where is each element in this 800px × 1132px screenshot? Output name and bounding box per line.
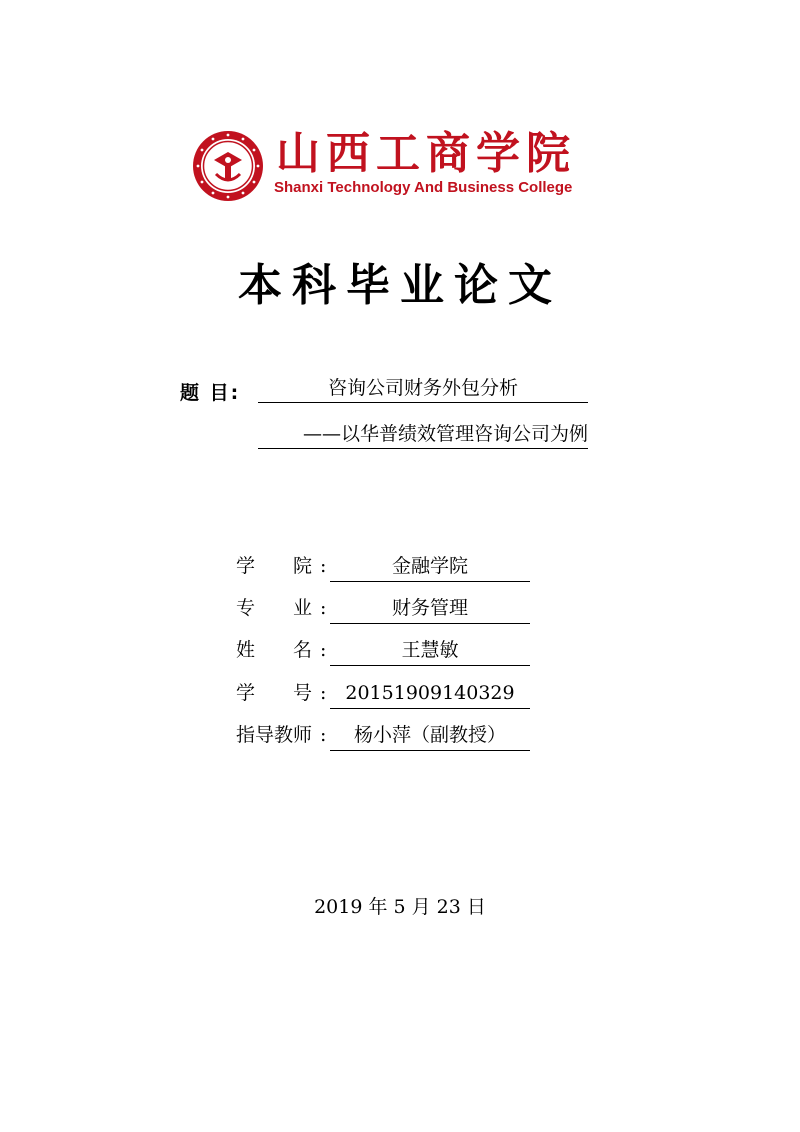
student-id-colon: :: [320, 682, 327, 704]
college-label: 学 院: [236, 555, 313, 577]
school-name-cn: 山西工商学院: [276, 128, 576, 179]
info-row-major: [236, 593, 532, 625]
name-value: 王慧敏: [330, 635, 530, 666]
major-label: 专 业: [236, 597, 313, 619]
topic-subtitle-line: ——以华普绩效管理咨询公司为例: [258, 420, 588, 449]
document-title: 本科毕业论文: [238, 260, 562, 311]
info-row-student-id: [236, 678, 532, 710]
submission-date: 2019 年 5 月 23 日: [314, 896, 486, 918]
student-id-value: 20151909140329: [330, 678, 530, 709]
info-row-advisor: [236, 720, 532, 752]
university-seal-icon: [192, 130, 264, 202]
name-label: 姓 名: [236, 639, 313, 661]
info-row-college: [236, 551, 532, 583]
advisor-label: 指导教师: [236, 724, 313, 746]
advisor-colon: :: [320, 724, 327, 746]
major-colon: :: [320, 597, 327, 619]
major-value: 财务管理: [330, 593, 530, 624]
school-header: [192, 128, 602, 204]
school-name-en: Shanxi Technology And Business College: [274, 179, 573, 196]
info-row-name: [236, 635, 532, 667]
topic-label: 题 目:: [180, 382, 241, 404]
college-value: 金融学院: [330, 551, 530, 582]
student-id-label: 学 号: [236, 682, 313, 704]
name-colon: :: [320, 639, 327, 661]
topic-title-line: 咨询公司财务外包分析: [258, 374, 588, 403]
advisor-value: 杨小萍（副教授）: [330, 720, 530, 751]
college-colon: :: [320, 555, 327, 577]
